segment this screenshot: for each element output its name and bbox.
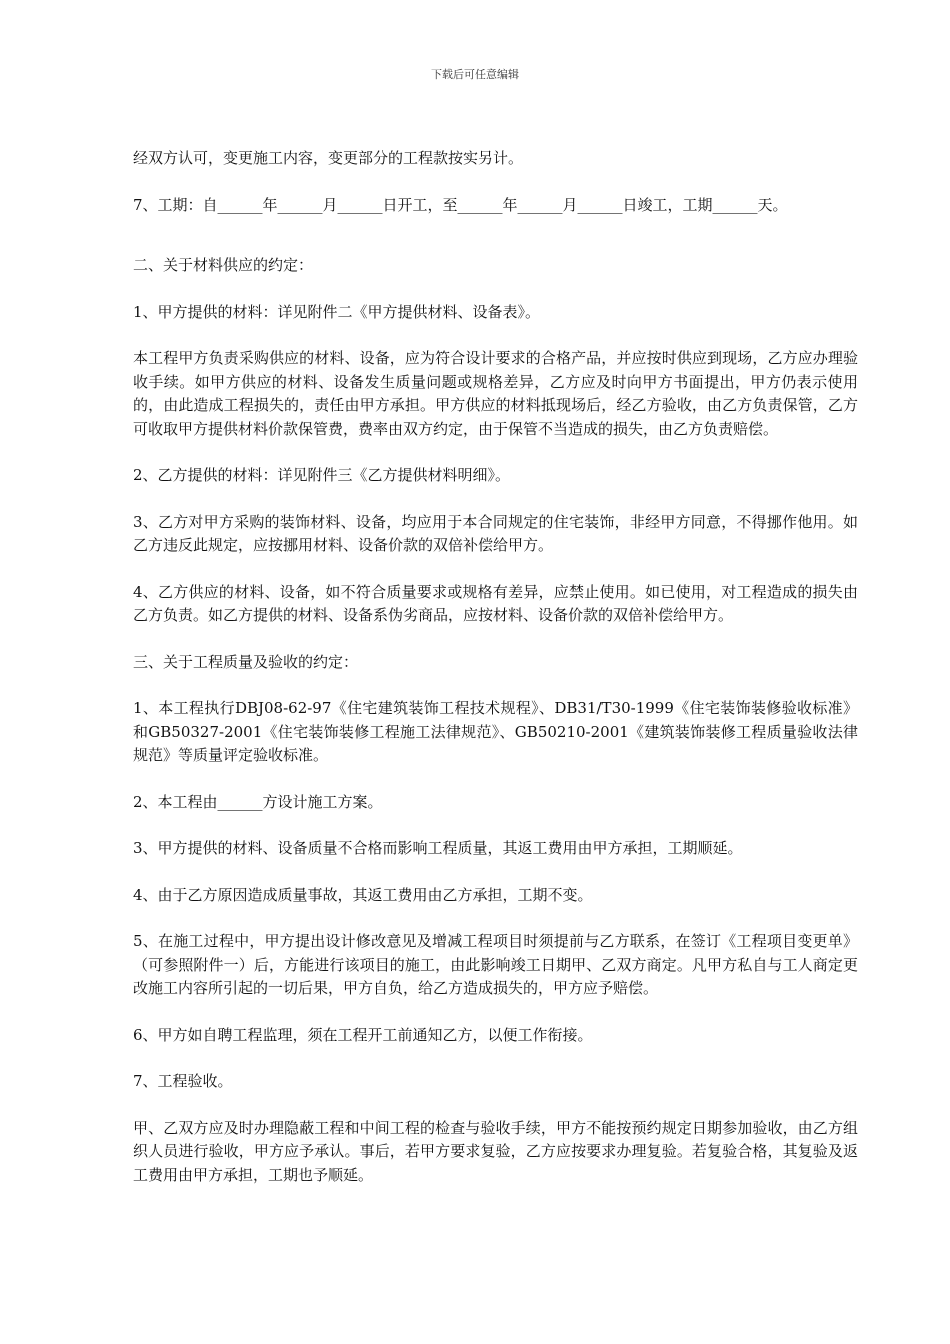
paragraph-change-payment: 经双方认可，变更施工内容，变更部分的工程款按实另计。 — [133, 149, 524, 167]
paragraph-construction-period: 7、工期：自______年______月______日开工，至______年______月______日竣工，工期______天。 — [133, 195, 788, 214]
paragraph-acceptance-heading: 7、工程验收。 — [133, 1072, 233, 1090]
section-heading-materials: 二、关于材料供应的约定： — [133, 256, 314, 274]
paragraph-substandard-materials: 4、乙方供应的材料、设备，如不符合质量要求或规格有差异，应禁止使用。如已使用，对工程造成的损失由乙方负责。如乙方提供的材料、设备系伪劣商品，应按材料、设备价款的双倍补偿给甲方。 — [133, 582, 858, 624]
paragraph-design-party: 2、本工程由______方设计施工方案。 — [133, 792, 383, 811]
section-heading-quality: 三、关于工程质量及验收的约定： — [133, 652, 359, 671]
paragraph-party-b-materials: 2、乙方提供的材料：详见附件三《乙方提供材料明细》。 — [133, 466, 511, 484]
paragraph-supervision: 6、甲方如自聘工程监理，须在工程开工前通知乙方，以便工作衔接。 — [133, 1025, 593, 1044]
paragraph-acceptance-rules: 甲、乙双方应及时办理隐蔽工程和中间工程的检查与验收手续，甲方不能按预约规定日期参加验收，由乙方组织人员进行验收，甲方应予承认。事后，若甲方要求复验，乙方应按要求办理复验。若复验合格，其复验及返工费用由甲方承担，工期也予顺延。 — [133, 1118, 858, 1184]
paragraph-party-b-accident: 4、由于乙方原因造成质量事故，其返工费用由乙方承担，工期不变。 — [133, 885, 593, 904]
paragraph-party-a-quality: 3、甲方提供的材料、设备质量不合格而影响工程质量，其返工费用由甲方承担，工期顺延。 — [133, 839, 743, 857]
paragraph-party-a-materials: 1、甲方提供的材料：详见附件二《甲方提供材料、设备表》。 — [133, 302, 541, 321]
paragraph-design-changes: 5、在施工过程中，甲方提出设计修改意见及增减工程项目时须提前与乙方联系，在签订《工程项目变更单》（可参照附件一）后，方能进行该项目的施工，由此影响竣工日期甲、乙双方商定。凡甲方私自与工人商定更改施工内容所引起的一切后果，甲方自负，给乙方造成损失的，甲方应予赔偿。 — [133, 932, 858, 997]
paragraph-party-a-supply-rules: 本工程甲方负责采购供应的材料、设备，应为符合设计要求的合格产品，并应按时供应到现场，乙方应办理验收手续。如甲方供应的材料、设备发生质量问题或规格差异，乙方应及时向甲方书面提出，甲方仍表示使用的，由此造成工程损失的，责任由甲方承担。甲方供应的材料抵现场后，经乙方验收，由乙方负责保管，乙方可收取甲方提供材料价款保管费，费率由双方约定，由于保管不当造成的损失，由乙方负责赔偿。 — [133, 349, 858, 438]
page-header: 下载后可任意编辑 — [431, 68, 519, 81]
paragraph-misuse-penalty: 3、乙方对甲方采购的装饰材料、设备，均应用于本合同规定的住宅装饰，非经甲方同意，不得挪作他用。如乙方违反此规定，应按挪用材料、设备价款的双倍补偿给甲方。 — [133, 512, 858, 554]
paragraph-standards: 1、本工程执行DBJ08-62-97《住宅建筑装饰工程技术规程》、DB31/T30-1999《住宅装饰装修验收标准》和GB50327-2001《住宅装饰装修工程施工法律规范》、GB50210-2001《建筑装饰装修工程质量验收法律规范》等质量评定验收标准。 — [133, 699, 858, 764]
document-body — [133, 147, 858, 1210]
